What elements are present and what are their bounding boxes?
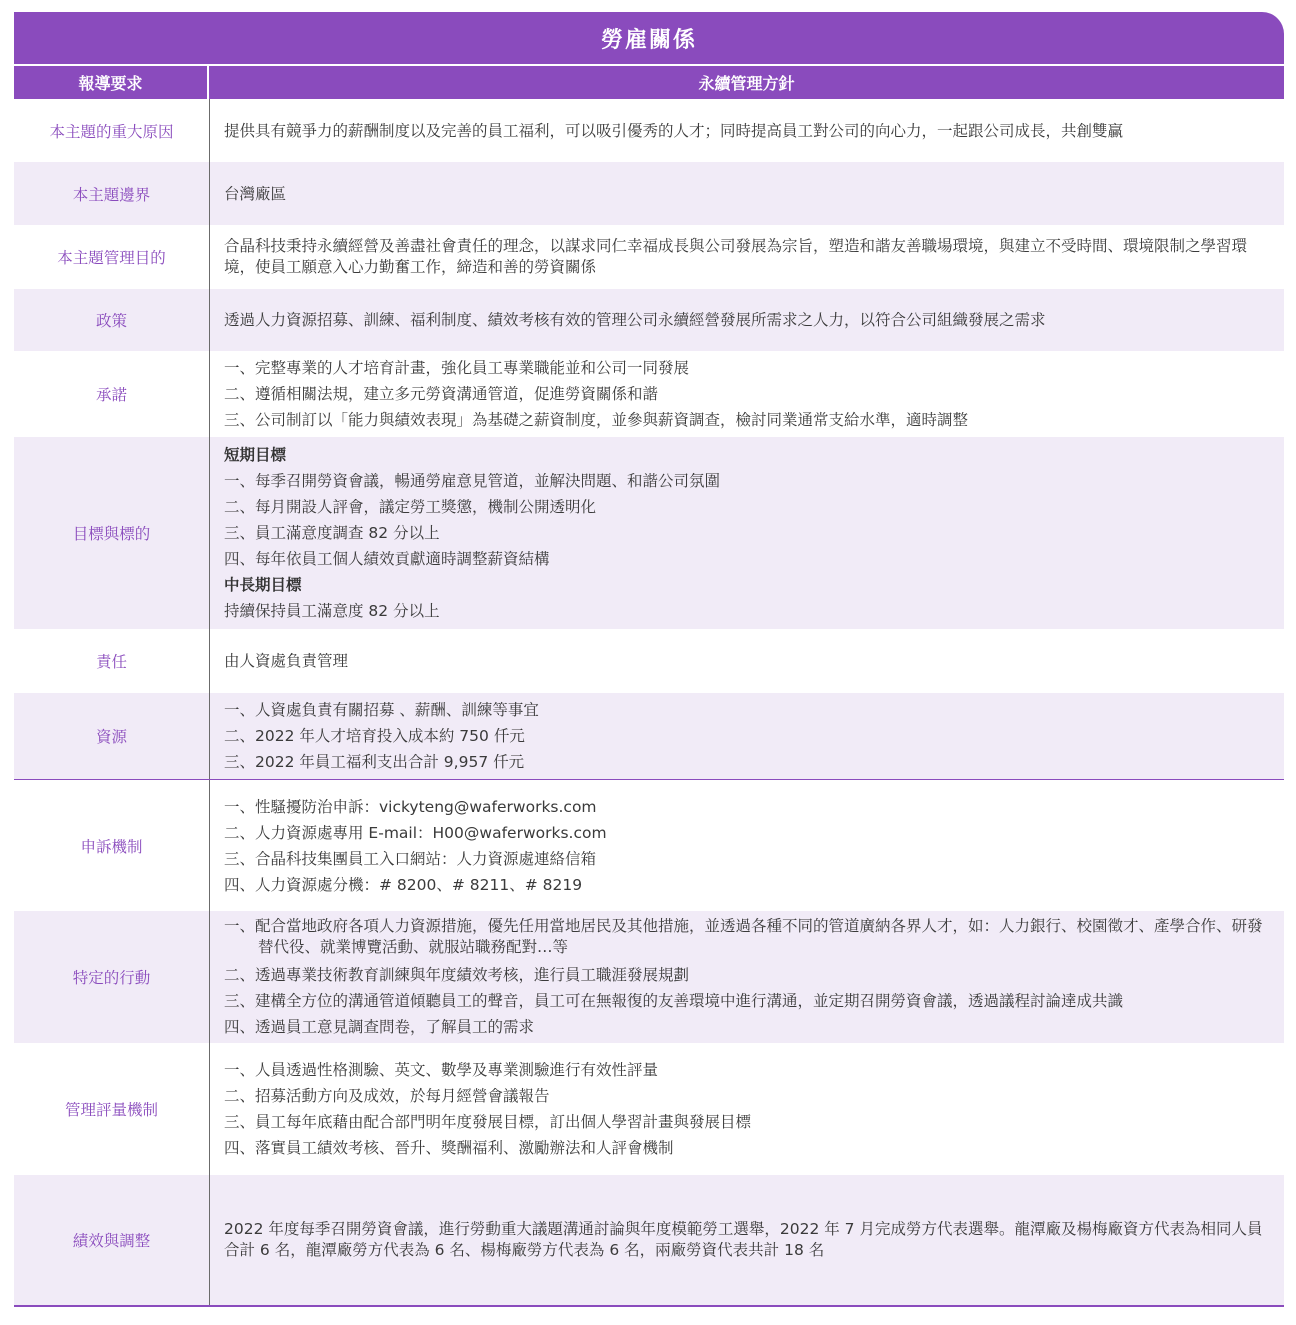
content-line: 合晶科技秉持永續經營及善盡社會責任的理念，以謀求同仁幸福成長與公司發展為宗旨，塑造和諧友善職場環境，與建立不受時間、環境限制之學習環境，使員工願意入心力勤奮工作，締造和善的勞資關係 xyxy=(224,237,1248,276)
row-label: 特定的行動 xyxy=(14,911,210,1043)
table-row xyxy=(14,1175,1284,1307)
content-line: 由人資處負責管理 xyxy=(224,652,349,670)
row-content xyxy=(210,629,1284,693)
content-line: 一、人員透過性格測驗、英文、數學及專業測驗進行有效性評量 xyxy=(224,1061,659,1079)
labor-relations-table xyxy=(14,12,1284,1307)
long-term-goals-title: 中長期目標 xyxy=(224,576,302,594)
content-line: 一、配合當地政府各項人力資源措施，優先任用當地居民及其他措施，並透過各種不同的管道廣納各界人才，如：人力銀行、校園徵才、產學合作、研發替代役、就業博覽活動、就服站職務配對…等 xyxy=(224,917,1263,956)
table-row xyxy=(14,693,1284,779)
content-line: 四、透過員工意見調查問卷，了解員工的需求 xyxy=(224,1018,535,1036)
table-title: 勞雇關係 xyxy=(14,12,1284,64)
content-line: 三、2022 年員工福利支出合計 9,957 仟元 xyxy=(224,753,525,771)
row-label: 申訴機制 xyxy=(14,780,210,911)
short-term-goals-title: 短期目標 xyxy=(224,446,287,464)
row-content xyxy=(210,289,1284,351)
table-row xyxy=(14,289,1284,351)
content-line: 台灣廠區 xyxy=(224,184,287,203)
table-row xyxy=(14,911,1284,1043)
content-line: 一、性騷擾防治申訴：vickyteng@waferworks.com xyxy=(224,797,597,816)
header-reporting-requirement: 報導要求 xyxy=(14,66,209,99)
content-line: 一、人資處負責有關招募 、薪酬、訓練等事宜 xyxy=(224,701,539,719)
content-line: 三、合晶科技集團員工入口網站：人力資源處連絡信箱 xyxy=(224,849,597,868)
row-label: 目標與標的 xyxy=(14,437,210,629)
table-row xyxy=(14,162,1284,225)
row-label: 本主題管理目的 xyxy=(14,225,210,289)
content-line: 四、人力資源處分機：# 8200、# 8211、# 8219 xyxy=(224,875,583,894)
content-line: 透過人力資源招募、訓練、福利制度、績效考核有效的管理公司永續經營發展所需求之人力，以符合公司組織發展之需求 xyxy=(224,311,1046,329)
content-line: 持續保持員工滿意度 82 分以上 xyxy=(224,602,440,620)
content-line: 二、2022 年人才培育投入成本約 750 仟元 xyxy=(224,727,525,745)
content-line: 二、每月開設人評會，議定勞工獎懲，機制公開透明化 xyxy=(224,498,597,516)
row-label: 管理評量機制 xyxy=(14,1043,210,1175)
content-line: 三、公司制訂以「能力與績效表現」為基礎之薪資制度，並參與薪資調查，檢討同業通常支給水準，適時調整 xyxy=(224,411,969,429)
row-content xyxy=(210,693,1284,779)
row-label: 責任 xyxy=(14,629,210,693)
row-content xyxy=(210,437,1284,629)
table-row xyxy=(14,225,1284,289)
content-line: 三、員工每年底藉由配合部門明年度發展目標，訂出個人學習計畫與發展目標 xyxy=(224,1113,752,1131)
table-row xyxy=(14,1043,1284,1175)
row-content xyxy=(210,780,1284,911)
content-line: 一、每季召開勞資會議，暢通勞雇意見管道，並解決問題、和諧公司氛圍 xyxy=(224,472,721,490)
table-row xyxy=(14,780,1284,911)
table-row xyxy=(14,437,1284,629)
content-line: 二、透過專業技術教育訓練與年度績效考核，進行員工職涯發展規劃 xyxy=(224,966,690,984)
row-content xyxy=(210,351,1284,437)
content-line: 二、招募活動方向及成效，於每月經營會議報告 xyxy=(224,1087,550,1105)
content-line: 2022 年度每季召開勞資會議，進行勞動重大議題溝通討論與年度模範勞工選舉，2022 年 7 月完成勞方代表選舉。龍潭廠及楊梅廠資方代表為相同人員合計 6 名，龍潭廠勞方代表為 6 名、楊梅廠勞方代表為 6 名，兩廠勞資代表共計 18 名 xyxy=(224,1220,1263,1259)
row-label: 績效與調整 xyxy=(14,1175,210,1305)
content-line: 一、完整專業的人才培育計畫，強化員工專業職能並和公司一同發展 xyxy=(224,359,690,377)
content-line: 四、落實員工績效考核、晉升、獎酬福利、激勵辦法和人評會機制 xyxy=(224,1139,674,1157)
row-label: 資源 xyxy=(14,693,210,779)
header-management-approach: 永續管理方針 xyxy=(698,74,795,93)
row-content xyxy=(210,1175,1284,1305)
row-label: 本主題邊界 xyxy=(14,162,210,225)
row-label: 政策 xyxy=(14,289,210,351)
table-row xyxy=(14,99,1284,162)
content-line: 二、遵循相關法規，建立多元勞資溝通管道，促進勞資關係和諧 xyxy=(224,385,659,403)
row-label: 承諾 xyxy=(14,351,210,437)
content-line: 三、建構全方位的溝通管道傾聽員工的聲音，員工可在無報復的友善環境中進行溝通，並定期召開勞資會議，透過議程討論達成共識 xyxy=(224,992,1124,1010)
row-content xyxy=(210,225,1284,289)
content-line: 四、每年依員工個人績效貢獻適時調整薪資結構 xyxy=(224,550,550,568)
content-line: 三、員工滿意度調查 82 分以上 xyxy=(224,524,440,542)
row-content xyxy=(210,1043,1284,1175)
row-content xyxy=(210,99,1284,162)
table-row xyxy=(14,629,1284,693)
content-line: 二、人力資源處專用 E-mail：H00@waferworks.com xyxy=(224,823,607,842)
table-header xyxy=(14,66,1284,99)
row-content xyxy=(210,162,1284,225)
table-row xyxy=(14,351,1284,437)
content-line: 提供具有競爭力的薪酬制度以及完善的員工福利，可以吸引優秀的人才；同時提高員工對公司的向心力，一起跟公司成長，共創雙贏 xyxy=(224,121,1124,140)
row-content xyxy=(210,911,1284,1043)
row-label: 本主題的重大原因 xyxy=(14,99,210,162)
